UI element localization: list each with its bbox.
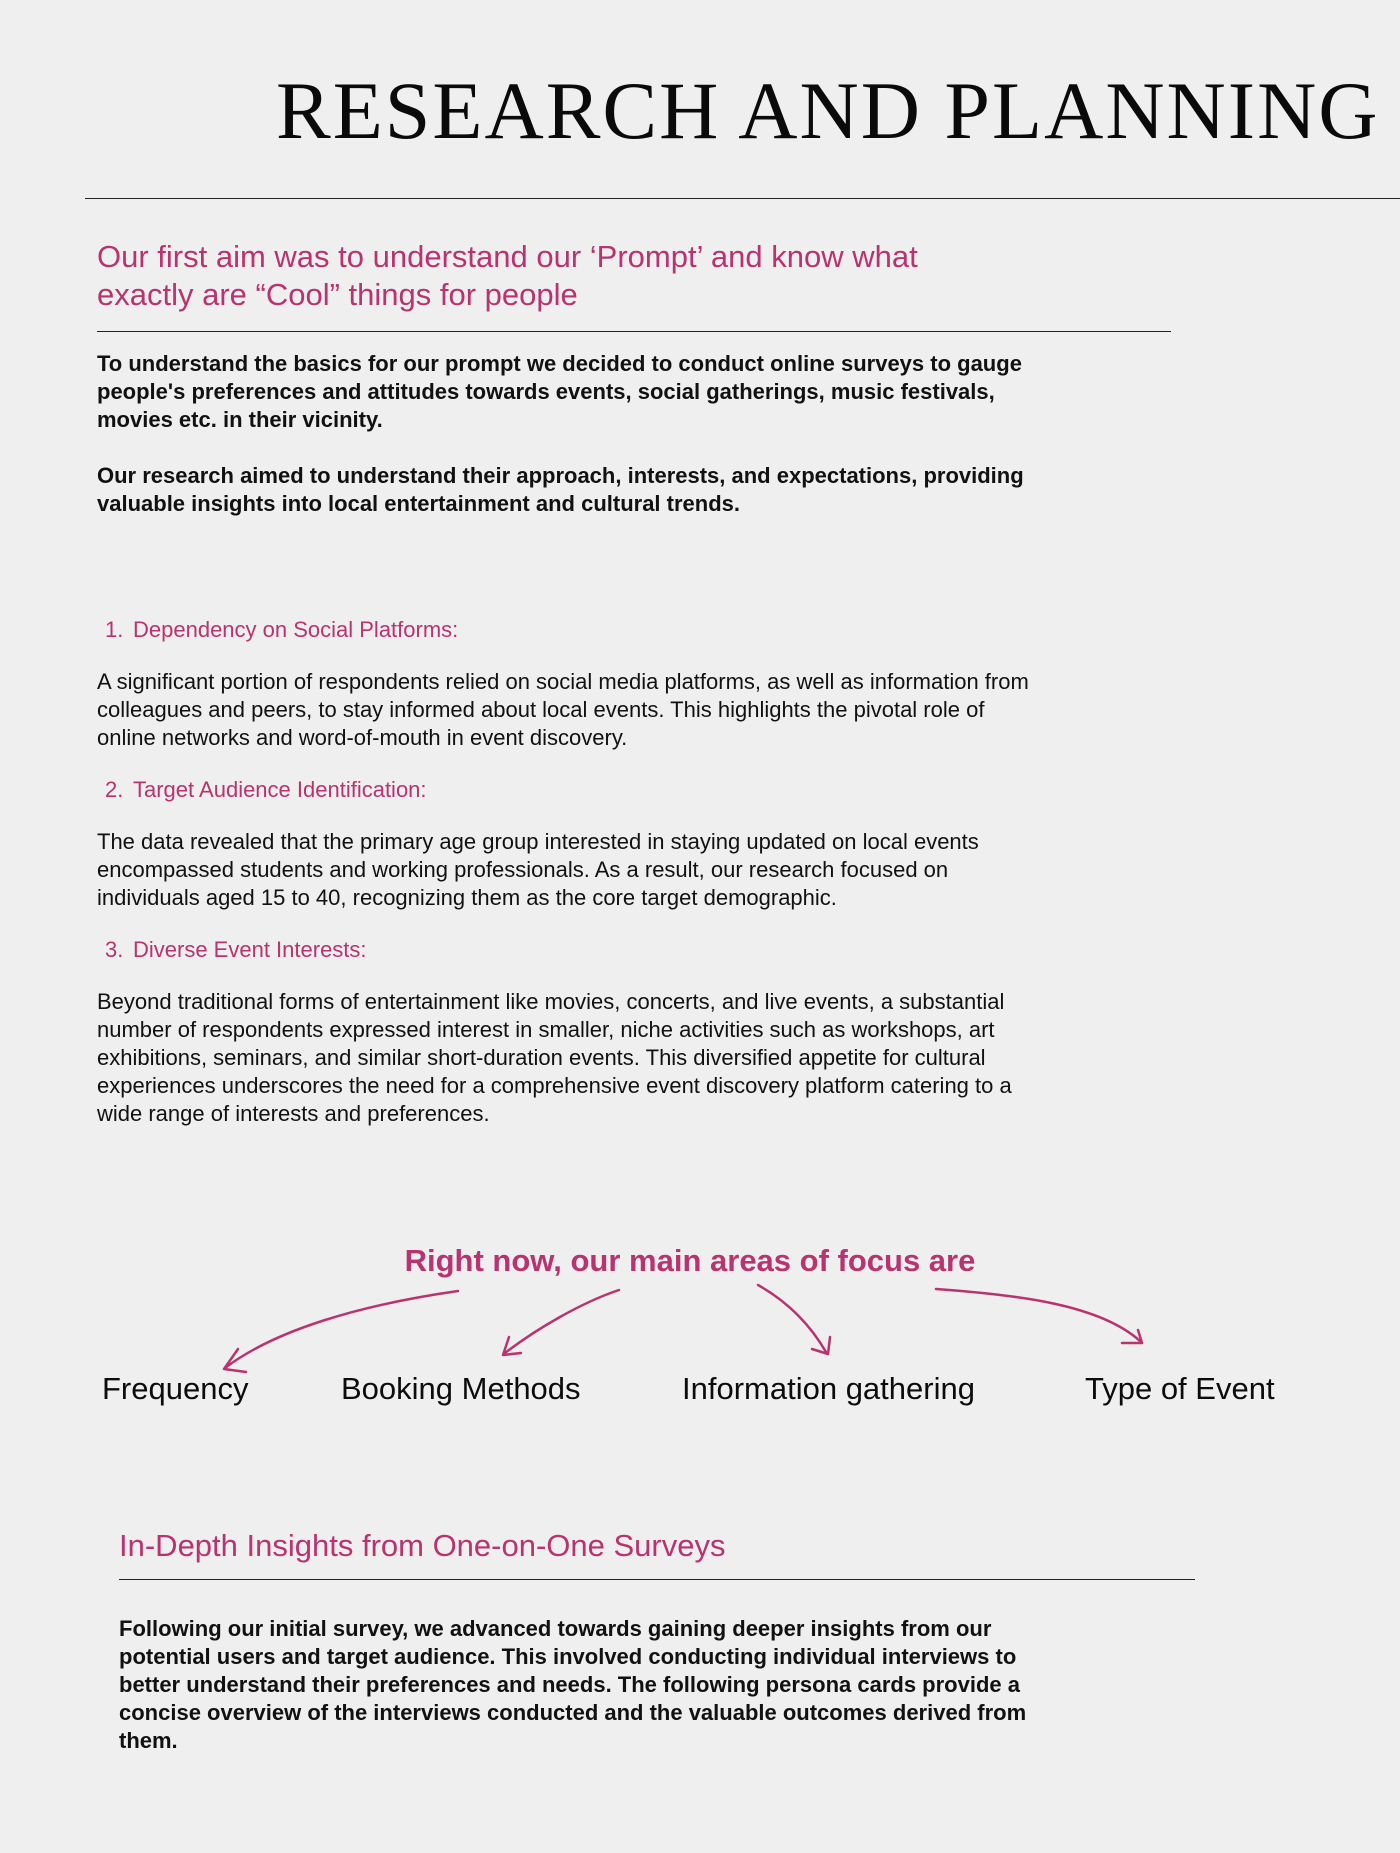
focus-item-information-gathering: Information gathering <box>682 1371 975 1406</box>
depth-paragraph: Following our initial survey, we advanced towards gaining deeper insights from our potential users and target audience. This involved conducting individual interviews to better understand their preferences and needs. The following persona cards provide a concise overview of the interviews conducted and the valuable outcomes derived from them. <box>119 1616 1027 1753</box>
focus-item-frequency: Frequency <box>102 1371 249 1406</box>
finding-item <box>97 776 1037 912</box>
finding-title <box>105 616 1037 644</box>
finding-item <box>97 616 1037 752</box>
finding-title-text: Diverse Event Interests: <box>133 937 367 962</box>
finding-text: The data revealed that the primary age group interested in staying updated on local events encompassed students and working professionals. As a result, our research focused on individuals aged 15 to 40, recognizing them as the core target demographic. <box>97 829 979 910</box>
focus-title-text: Right now, our main areas of focus are <box>404 1243 976 1278</box>
findings-list <box>97 616 1037 1152</box>
arrow-to-booking-icon <box>503 1290 619 1355</box>
intro-paragraph-1: To understand the basics for our prompt we decided to conduct online surveys to gauge people's preferences and attitudes towards events, social gatherings, music festivals, movies etc. in their vicinity. <box>97 351 1022 432</box>
finding-text: A significant portion of respondents relied on social media platforms, as well as information from colleagues and peers, to stay informed about local events. This highlights the pivotal role of online networks and word-of-mouth in event discovery. <box>97 669 1029 750</box>
arrow-to-information-icon <box>758 1285 830 1354</box>
finding-item <box>97 936 1037 1128</box>
arrow-to-type-icon <box>936 1289 1142 1343</box>
focus-item-type-of-event: Type of Event <box>1085 1371 1275 1406</box>
finding-number: 2. <box>105 777 124 802</box>
intro-section <box>97 350 1027 546</box>
finding-title <box>105 776 1037 804</box>
finding-text: Beyond traditional forms of entertainment like movies, concerts, and live events, a substantial number of respondents expressed interest in smaller, niche activities such as workshops, art exhibitions, seminars, and similar short-duration events. This diversified appetite for cultural experiences underscores the need for a comprehensive event discovery platform catering to a wide range of interests and preferences. <box>97 989 1012 1126</box>
aim-heading <box>97 238 997 314</box>
focus-title <box>0 1243 1380 1279</box>
finding-title-text: Dependency on Social Platforms: <box>133 617 459 642</box>
finding-title <box>105 936 1037 964</box>
aim-heading-line2: exactly are “Cool” things for people <box>97 277 578 312</box>
aim-divider <box>97 331 1171 332</box>
aim-heading-line1: Our first aim was to understand our ‘Prompt’ and know what <box>97 239 918 274</box>
depth-divider <box>119 1579 1195 1580</box>
finding-title-text: Target Audience Identification: <box>133 777 427 802</box>
finding-number: 3. <box>105 937 124 962</box>
finding-number: 1. <box>105 617 124 642</box>
depth-heading: In-Depth Insights from One-on-One Surveys <box>119 1528 726 1563</box>
arrow-to-frequency-icon <box>224 1291 458 1372</box>
page-title: RESEARCH AND PLANNING <box>276 65 1380 156</box>
title-divider <box>85 198 1400 199</box>
focus-item-booking-methods: Booking Methods <box>341 1371 581 1406</box>
intro-paragraph-2: Our research aimed to understand their approach, interests, and expectations, providing valuable insights into local entertainment and cultural trends. <box>97 463 1024 516</box>
